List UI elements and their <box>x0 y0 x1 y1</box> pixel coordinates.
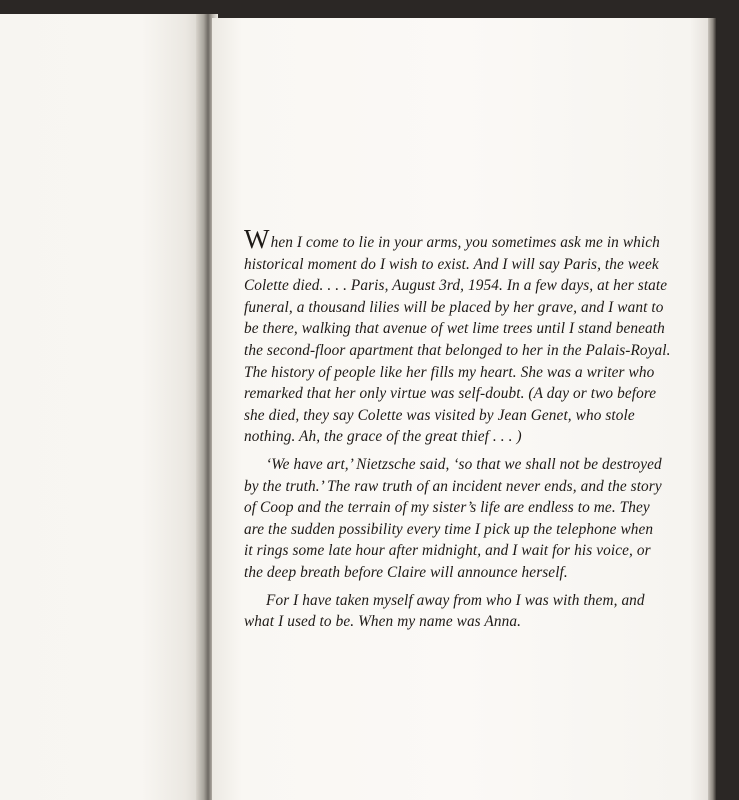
left-page <box>0 14 202 800</box>
paragraph-3 <box>244 590 694 633</box>
text-line: nothing. Ah, the grace of the great thief . . . ) <box>244 428 522 446</box>
text-line: by the truth.’ The raw truth of an incident never ends, and the story <box>244 477 662 495</box>
text-line: the second-floor apartment that belonged to her in the Palais-Royal. <box>244 341 671 359</box>
paragraph-1 <box>244 224 694 448</box>
text-line: are the sudden possibility every time I pick up the telephone when <box>244 520 654 538</box>
text-line: what I used to be. When my name was Anna. <box>244 613 522 631</box>
text-line: For I have taken myself away from who I was with them, and <box>266 591 645 609</box>
page-edge <box>708 18 716 800</box>
text-line: remarked that her only virtue was self-doubt. (A day or two before <box>244 385 657 403</box>
text-line: it rings some late hour after midnight, and I wait for his voice, or <box>244 542 651 560</box>
text-line: ‘We have art,’ Nietzsche said, ‘so that we shall not be destroyed <box>266 455 662 473</box>
text-line: of Coop and the terrain of my sister’s life are endless to me. They <box>244 499 650 517</box>
body-text <box>244 224 694 633</box>
text-line: When I come to lie in your arms, you sometimes ask me in which <box>244 224 660 254</box>
text-line: the deep breath before Claire will announce herself. <box>244 563 568 581</box>
paragraph-2 <box>244 454 694 584</box>
text-line: funeral, a thousand lilies will be placed by her grave, and I want to <box>244 298 664 316</box>
text-line: Colette died. . . . Paris, August 3rd, 1954. In a few days, at her state <box>244 277 668 295</box>
text-line: historical moment do I wish to exist. And I will say Paris, the week <box>244 255 659 273</box>
text-line: The history of people like her fills my heart. She was a writer who <box>244 363 655 381</box>
text-line: she died, they say Colette was visited by Jean Genet, who stole <box>244 406 635 424</box>
drop-cap: W <box>244 224 270 254</box>
text-line: be there, walking that avenue of wet lime trees until I stand beneath <box>244 320 665 338</box>
